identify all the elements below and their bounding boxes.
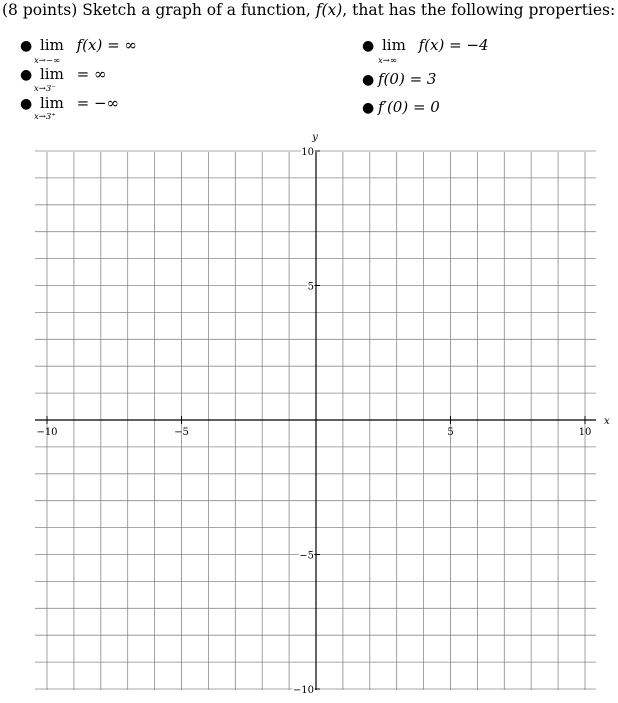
property-limit-subscript: x→∞ <box>378 56 397 66</box>
y-tick-label: 5 <box>307 281 314 293</box>
axes <box>35 152 596 690</box>
property-expression: f(x) = −4 <box>418 36 489 54</box>
bullet-icon: ● <box>362 72 375 88</box>
bullet-icon: ● <box>362 38 375 54</box>
property-limit-subscript: x→3⁺ <box>34 112 56 122</box>
y-tick-label: −10 <box>292 685 314 696</box>
bullet-icon: ● <box>20 96 33 112</box>
property-expression: f(0) = 3 <box>378 70 437 88</box>
question-text-b: , that has the following properties: <box>342 1 616 19</box>
property-lim-label: lim <box>40 65 64 83</box>
property-expression: f(x) = ∞ <box>76 36 137 54</box>
y-tick-label: 10 <box>301 147 314 158</box>
property-lim-label: lim <box>382 36 406 54</box>
question-text-a: Sketch a graph of a function, <box>82 1 311 19</box>
property-lim-label: lim <box>40 94 64 112</box>
axis-labels <box>36 132 610 696</box>
question-function: f(x) <box>315 1 343 19</box>
bullet-icon: ● <box>20 38 33 54</box>
x-tick-label: 5 <box>447 427 454 438</box>
property-expression: = ∞ <box>76 65 107 83</box>
x-tick-label: 10 <box>578 427 592 438</box>
property-lim-label: lim <box>40 36 64 54</box>
bullet-icon: ● <box>20 67 33 83</box>
y-tick-label: −5 <box>299 550 314 562</box>
bullet-icon: ● <box>362 100 375 116</box>
property-expression: = −∞ <box>76 94 120 112</box>
question-points: (8 points) <box>2 1 78 19</box>
x-axis-label: x <box>604 416 610 427</box>
property-expression: f′(0) = 0 <box>378 98 440 116</box>
property-limit-subscript: x→3⁻ <box>34 84 56 94</box>
x-tick-label: −10 <box>36 427 58 438</box>
property-limit-subscript: x→−∞ <box>34 56 61 66</box>
x-tick-label: −5 <box>174 427 189 438</box>
y-axis-label: y <box>312 132 318 143</box>
